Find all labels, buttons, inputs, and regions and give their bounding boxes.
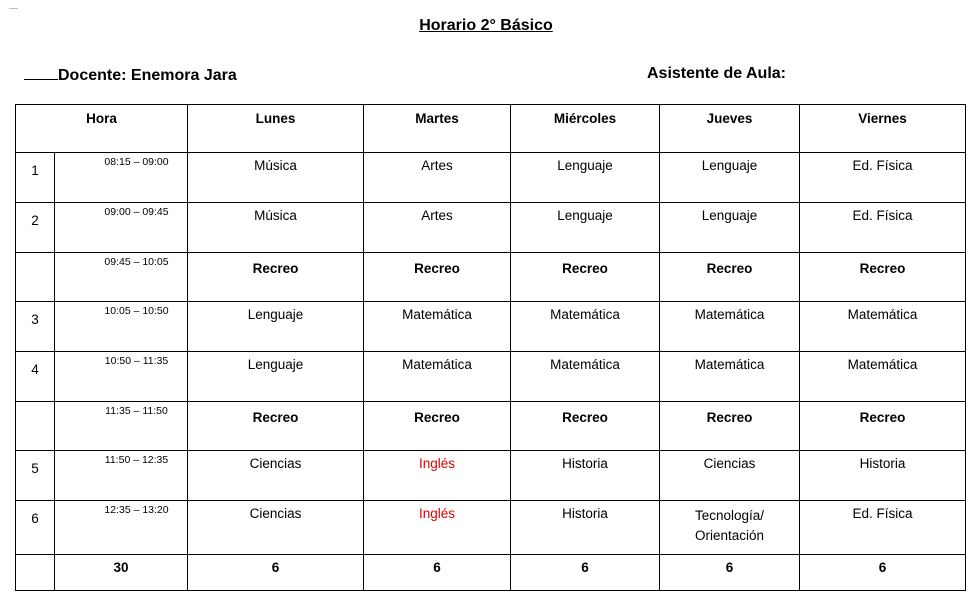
period-time: 10:05 – 10:50 <box>55 302 188 352</box>
period-number: 4 <box>16 352 55 402</box>
cell-viernes: Ed. Física <box>800 501 966 555</box>
cell-viernes: Matemática <box>800 302 966 352</box>
period-time: 12:35 – 13:20 <box>55 501 188 555</box>
period-number: 3 <box>16 302 55 352</box>
header-miercoles: Miércoles <box>511 105 660 153</box>
blank-line <box>24 65 58 80</box>
period-time: 09:45 – 10:05 <box>55 253 188 302</box>
cell-miercoles: Matemática <box>511 302 660 352</box>
cell-miercoles: Historia <box>511 451 660 501</box>
cell-viernes: Recreo <box>800 402 966 451</box>
cell-lunes: Ciencias <box>188 451 364 501</box>
cell-miercoles: Historia <box>511 501 660 555</box>
period-number: 2 <box>16 203 55 253</box>
schedule-table <box>15 104 966 591</box>
page-title <box>0 17 972 35</box>
cell-jueves: Matemática <box>660 352 800 402</box>
docente-text: Docente: Enemora Jara <box>58 67 237 84</box>
cell-jueves-line2: Orientación <box>694 528 765 543</box>
cell-jueves: Ciencias <box>660 451 800 501</box>
table-row <box>16 501 966 555</box>
cell-miercoles: Lenguaje <box>511 153 660 203</box>
cell-lunes: Recreo <box>188 402 364 451</box>
period-number <box>16 253 55 302</box>
total-jueves: 6 <box>660 555 800 591</box>
cell-lunes: Música <box>188 203 364 253</box>
totals-row <box>16 555 966 591</box>
table-row <box>16 203 966 253</box>
period-time: 11:50 – 12:35 <box>55 451 188 501</box>
cell-martes: Artes <box>364 203 511 253</box>
cell-viernes: Historia <box>800 451 966 501</box>
header-row <box>16 105 966 153</box>
docente-label <box>24 65 237 85</box>
cell-lunes: Música <box>188 153 364 203</box>
table-row-recreo <box>16 253 966 302</box>
table-row-recreo <box>16 402 966 451</box>
cell-lunes: Ciencias <box>188 501 364 555</box>
header-lunes: Lunes <box>188 105 364 153</box>
period-time: 11:35 – 11:50 <box>55 402 188 451</box>
cell-lunes: Lenguaje <box>188 352 364 402</box>
table-row <box>16 153 966 203</box>
cell-martes: Artes <box>364 153 511 203</box>
cell-jueves: Recreo <box>660 253 800 302</box>
header-hora: Hora <box>16 105 188 153</box>
cell-jueves <box>660 501 800 555</box>
cell-jueves: Lenguaje <box>660 203 800 253</box>
cell-miercoles: Recreo <box>511 253 660 302</box>
cell-miercoles: Matemática <box>511 352 660 402</box>
cell-martes: Matemática <box>364 352 511 402</box>
period-number: 5 <box>16 451 55 501</box>
cell-martes: Recreo <box>364 402 511 451</box>
table-row <box>16 451 966 501</box>
total-lunes: 6 <box>188 555 364 591</box>
cell-viernes: Ed. Física <box>800 153 966 203</box>
period-time: 09:00 – 09:45 <box>55 203 188 253</box>
cell-jueves: Recreo <box>660 402 800 451</box>
period-time: 08:15 – 09:00 <box>55 153 188 203</box>
total-hora: 30 <box>55 555 188 591</box>
header-martes: Martes <box>364 105 511 153</box>
cell-viernes: Matemática <box>800 352 966 402</box>
cell-martes: Inglés <box>364 451 511 501</box>
cell-martes: Inglés <box>364 501 511 555</box>
cell-jueves-line1: Tecnología/ <box>694 508 765 523</box>
total-viernes: 6 <box>800 555 966 591</box>
total-martes: 6 <box>364 555 511 591</box>
period-number: 1 <box>16 153 55 203</box>
table-row <box>16 352 966 402</box>
cell-jueves: Matemática <box>660 302 800 352</box>
cell-martes: Matemática <box>364 302 511 352</box>
cell-lunes: Lenguaje <box>188 302 364 352</box>
header-jueves: Jueves <box>660 105 800 153</box>
table-row <box>16 302 966 352</box>
cell-miercoles: Lenguaje <box>511 203 660 253</box>
cell-martes: Recreo <box>364 253 511 302</box>
total-empty <box>16 555 55 591</box>
total-miercoles: 6 <box>511 555 660 591</box>
period-number: 6 <box>16 501 55 555</box>
cell-lunes: Recreo <box>188 253 364 302</box>
period-number <box>16 402 55 451</box>
corner-mark <box>9 8 18 9</box>
period-time: 10:50 – 11:35 <box>55 352 188 402</box>
header-viernes: Viernes <box>800 105 966 153</box>
cell-miercoles: Recreo <box>511 402 660 451</box>
title-text: Horario 2° Básico <box>419 17 553 34</box>
cell-viernes: Recreo <box>800 253 966 302</box>
cell-viernes: Ed. Física <box>800 203 966 253</box>
cell-jueves: Lenguaje <box>660 153 800 203</box>
asistente-label: Asistente de Aula: <box>647 65 786 82</box>
